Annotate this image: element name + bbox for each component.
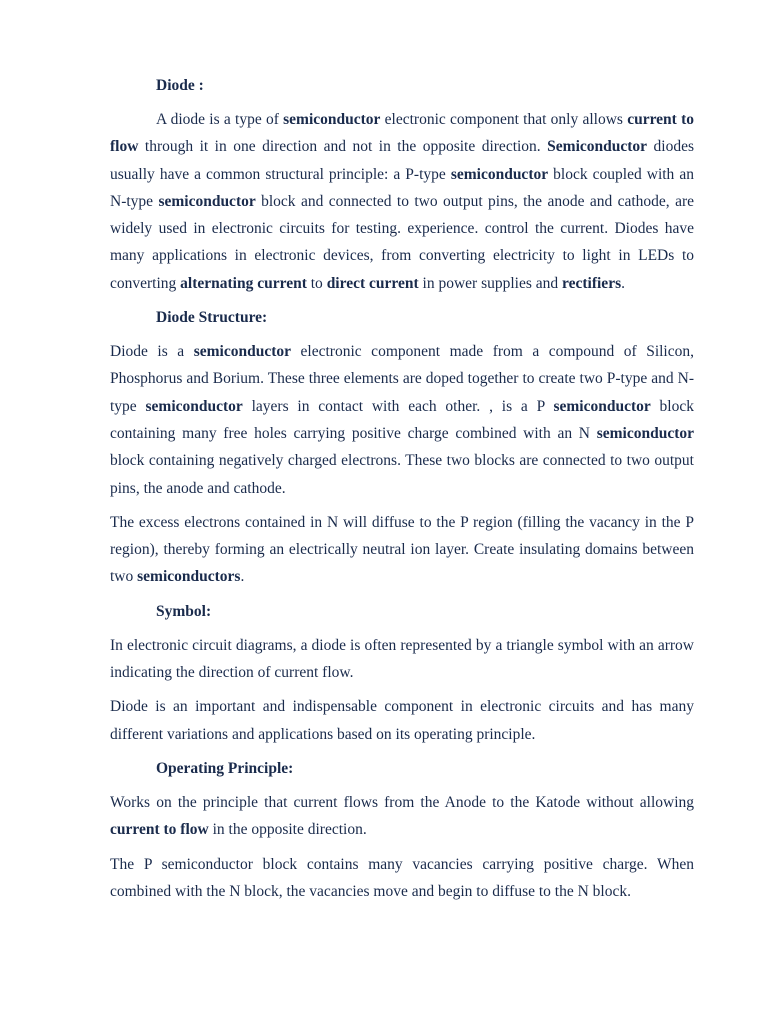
text-run: layers in contact with each other. , is a P (242, 397, 554, 415)
bold-term: semiconductor (283, 111, 381, 128)
body-paragraph (110, 338, 694, 502)
body-paragraph (110, 851, 694, 906)
text-run: electronic component that only allows (380, 111, 628, 128)
bold-term: current to flow (110, 111, 694, 156)
section-heading: Diode : (156, 77, 204, 94)
bold-term: semiconductor (158, 192, 256, 210)
bold-term: Semiconductor (547, 138, 648, 156)
document-page (110, 72, 694, 912)
section-heading: Diode Structure: (156, 309, 268, 327)
text-run: Diode is an important and indispensable component in electronic circuits and has many different variations and applications based on its operating principle. (110, 698, 694, 743)
text-run: In electronic circuit diagrams, a diode is often represented by a triangle symbol with an arrow indicating the direction of current flow. (110, 636, 694, 682)
bold-term: semiconductor (596, 424, 694, 442)
text-run: electronic component made from a compound of Silicon, Phosphorus and Borium. These three elements are doped together to create two P-type and N-type (110, 343, 694, 415)
text-run: The excess electrons contained in N will diffuse to the P region (filling the vacancy in the P region), thereby forming an electrically neutral ion layer. Create insulating domains between two (110, 513, 694, 586)
text-run: block containing many free holes carrying positive charge combined with an N (110, 397, 694, 442)
text-run: in the opposite direction. (208, 821, 367, 839)
text-run: The P semiconductor block contains many vacancies carrying positive charge. When combined with the N block, the vacancies move and begin to diffuse to the N block. (110, 855, 694, 900)
text-run: block coupled with an N-type (110, 165, 694, 210)
text-run: block containing negatively charged electrons. These two blocks are connected to two output pins, the anode and cathode. (110, 452, 694, 497)
text-run: Diode is a (110, 343, 194, 361)
text-run: . (240, 568, 245, 586)
bold-term: alternating current (180, 274, 307, 292)
bold-term: semiconductor (145, 397, 243, 415)
body-paragraph (110, 789, 694, 844)
text-run: . (621, 274, 625, 292)
body-paragraph (110, 509, 694, 591)
text-run: block and connected to two output pins, the anode and cathode, are widely used in electronic circuits for testing. experience. control the current. Diodes have many applications in electronic devices, from converting electricity to light in LEDs to converting (110, 192, 694, 292)
text-run: to (306, 274, 327, 292)
section-heading: Operating Principle: (156, 759, 294, 777)
section-heading: Symbol: (156, 602, 212, 620)
text-run: Works on the principle that current flows from the Anode to the Katode without allowing (110, 793, 694, 811)
text-run: in power supplies and (418, 274, 563, 292)
body-paragraph (110, 106, 694, 297)
bold-term: semiconductor (553, 397, 651, 415)
bold-term: semiconductor (193, 343, 292, 361)
bold-term: semiconductor (450, 165, 549, 183)
text-run: diodes usually have a common structural principle: a P-type (110, 138, 695, 183)
text-run: through it in one direction and not in the opposite direction. (138, 138, 548, 156)
bold-term: direct current (326, 274, 419, 292)
bold-term: semiconductors (137, 568, 241, 586)
bold-term: current to flow (110, 821, 209, 839)
body-paragraph (110, 632, 694, 687)
bold-term: rectifiers (562, 274, 622, 292)
text-run: A diode is a type of (156, 111, 284, 128)
body-paragraph (110, 693, 694, 748)
